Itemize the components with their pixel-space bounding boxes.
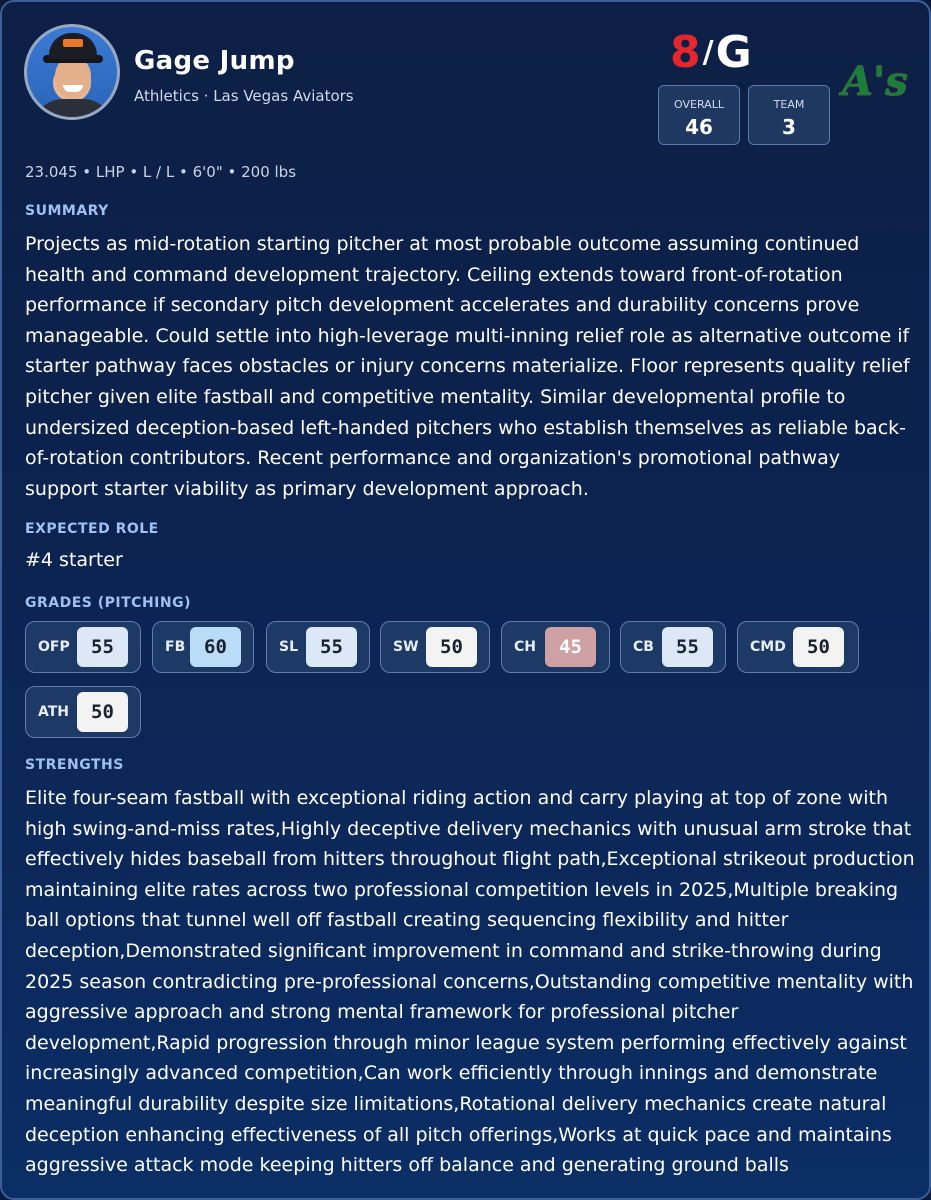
grade-fb-value: 60: [190, 627, 241, 667]
player-org: Athletics · Las Vegas Aviators: [134, 87, 354, 105]
grade-sw: SW 50: [380, 621, 490, 673]
player-avatar: [24, 24, 120, 120]
player-bio: 23.045 • LHP • L / L • 6'0" • 200 lbs: [25, 163, 297, 181]
strengths-title: STRENGTHS: [25, 757, 124, 773]
grade-ofp-value: 55: [77, 627, 128, 667]
grade-cmd: CMD 50: [737, 621, 859, 673]
brand-logo: 8 / G: [670, 27, 752, 78]
overall-rank-label: OVERALL: [674, 98, 724, 111]
grade-sw-value: 50: [426, 627, 477, 667]
expected-role-value: #4 starter: [25, 549, 123, 571]
team-rank-value: 3: [782, 115, 796, 139]
grade-ofp: OFP 55: [25, 621, 141, 673]
athletics-logo: A's: [842, 58, 908, 105]
grades-title: GRADES (PITCHING): [25, 595, 191, 611]
summary-text: Projects as mid-rotation starting pitcher at most probable outcome assuming continued health and command development trajectory. Ceiling extends toward front-of-rotation performance if secondary pitch development accelerates and durability concerns prove manageable. Could settle into high-leverage multi-inning relief role as alternative outcome if starter pathway faces obstacles or injury concerns materialize. Floor represents quality relief pitcher given elite fastball and competitive mentality. Similar developmental profile to undersized deception-based left-handed pitchers who establish themselves as reliable back-of-rotation contributors. Recent performance and organization's promotional pathway support starter viability as primary development approach.: [25, 233, 910, 500]
expected-role-title: EXPECTED ROLE: [25, 521, 159, 537]
strengths-text: Elite four-seam fastball with exceptional riding action and carry playing at top of zone with high swing-and-miss rates,Highly deceptive delivery mechanics with unusual arm stroke that effectively hides baseball from hitters throughout flight path,Exceptional strikeout production maintaining elite rates across two professional competition levels in 2025,Multiple breaking ball options that tunnel well off fastball creating sequencing flexibility and hitter deception,Demonstrated significant improvement in command and strike-throwing during 2025 season contradicting pre-professional concerns,Outstanding competitive mentality with aggressive approach and strong mental framework for professional pitcher development,Rapid progression through minor league system performing effectively against increasingly advanced competition,Can work efficiently through innings and demonstrate meaningful durability despite size limitations,Rotational delivery mechanics create natural deception enhancing effectiveness of all pitch offerings,Works at quick pace and maintains aggressive attack mode keeping hitters off balance and generating ground balls: [25, 787, 915, 1177]
team-rank-label: TEAM: [773, 98, 805, 111]
overall-rank-value: 46: [685, 115, 713, 139]
grade-cmd-value: 50: [793, 627, 844, 667]
grade-cb: CB 55: [620, 621, 726, 673]
grade-ath-value: 50: [77, 692, 128, 732]
grade-sl: SL 55: [266, 621, 370, 673]
grade-cb-value: 55: [662, 627, 713, 667]
grade-ch: CH 45: [501, 621, 610, 673]
summary-title: SUMMARY: [25, 203, 109, 219]
player-name: Gage Jump: [134, 46, 295, 76]
overall-rank-box: [658, 85, 740, 145]
grade-fb: FB 60: [152, 621, 254, 673]
grade-sl-value: 55: [306, 627, 357, 667]
grade-ath: ATH 50: [25, 686, 141, 738]
team-rank-box: [748, 85, 830, 145]
grade-ch-value: 45: [545, 627, 596, 667]
